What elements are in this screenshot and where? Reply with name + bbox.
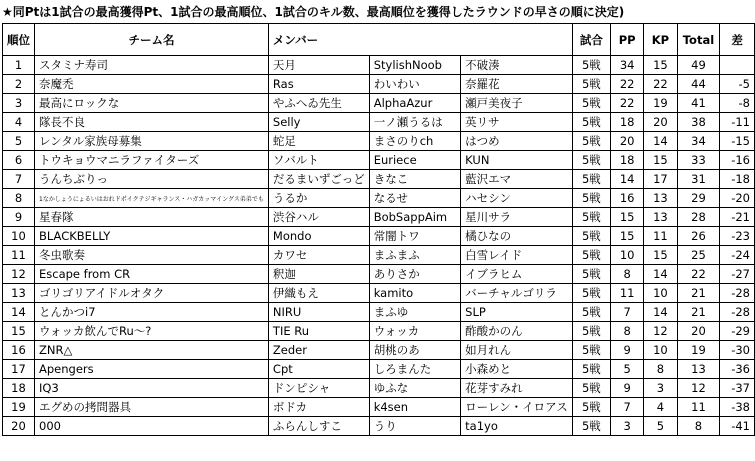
total-cell: 20: [677, 322, 720, 341]
table-row: [3, 417, 755, 436]
member-2-cell: しろまんた: [369, 360, 460, 379]
kp-cell: 20: [644, 113, 677, 132]
member-3-cell: 英リサ: [461, 113, 573, 132]
member-3-cell: 奈羅花: [461, 75, 573, 94]
member-3-cell: 不破湊: [461, 56, 573, 75]
total-cell: 28: [677, 208, 720, 227]
total-cell: 31: [677, 170, 720, 189]
pp-cell: 34: [611, 56, 644, 75]
team-name-cell: BLACKBELLY: [35, 227, 269, 246]
pp-cell: 5: [611, 360, 644, 379]
member-1-cell: 天月: [268, 56, 369, 75]
ranking-body: [3, 56, 755, 436]
diff-cell: -8: [720, 94, 755, 113]
total-cell: 49: [677, 56, 720, 75]
diff-cell: -24: [720, 246, 755, 265]
kp-cell: 12: [644, 322, 677, 341]
member-1-cell: Selly: [268, 113, 369, 132]
member-2-cell: うり: [369, 417, 460, 436]
member-2-cell: まさのりch: [369, 132, 460, 151]
diff-cell: -36: [720, 360, 755, 379]
member-3-cell: 花芽すみれ: [461, 379, 573, 398]
total-cell: 26: [677, 227, 720, 246]
kp-cell: 8: [644, 360, 677, 379]
member-3-cell: ハセシン: [461, 189, 573, 208]
rank-cell: 19: [3, 398, 35, 417]
kp-cell: 14: [644, 303, 677, 322]
matches-cell: 5戦: [572, 75, 610, 94]
rank-cell: 8: [3, 189, 35, 208]
pp-cell: 18: [611, 151, 644, 170]
header-rank: 順位: [3, 24, 35, 56]
pp-cell: 20: [611, 132, 644, 151]
rank-cell: 17: [3, 360, 35, 379]
diff-cell: -30: [720, 341, 755, 360]
member-3-cell: 如月れん: [461, 341, 573, 360]
kp-cell: 15: [644, 56, 677, 75]
pp-cell: 14: [611, 170, 644, 189]
member-3-cell: 小森めと: [461, 360, 573, 379]
matches-cell: 5戦: [572, 94, 610, 113]
pp-cell: 22: [611, 75, 644, 94]
total-cell: 44: [677, 75, 720, 94]
member-3-cell: SLP: [461, 303, 573, 322]
team-name-cell: とんかつi7: [35, 303, 269, 322]
diff-cell: -37: [720, 379, 755, 398]
member-3-cell: 白雪レイド: [461, 246, 573, 265]
member-3-cell: バーチャルゴリラ: [461, 284, 573, 303]
table-row: [3, 303, 755, 322]
table-row: [3, 227, 755, 246]
team-name-cell: 奈魔禿: [35, 75, 269, 94]
diff-cell: -23: [720, 227, 755, 246]
kp-cell: 13: [644, 208, 677, 227]
diff-cell: -27: [720, 265, 755, 284]
member-2-cell: まふゆ: [369, 303, 460, 322]
kp-cell: 14: [644, 132, 677, 151]
team-name-cell: Apengers: [35, 360, 269, 379]
table-row: [3, 94, 755, 113]
pp-cell: 9: [611, 341, 644, 360]
table-row: [3, 132, 755, 151]
member-1-cell: Ras: [268, 75, 369, 94]
pp-cell: 15: [611, 208, 644, 227]
total-cell: 34: [677, 132, 720, 151]
rank-cell: 2: [3, 75, 35, 94]
member-3-cell: はつめ: [461, 132, 573, 151]
team-name-cell: 1なかしょうにょるいはおれドポイクテジギャランス・ハガカッマイングス弟弟でも: [35, 189, 269, 208]
team-name-cell: 冬虫歌奏: [35, 246, 269, 265]
kp-cell: 13: [644, 189, 677, 208]
member-1-cell: カワセ: [268, 246, 369, 265]
member-1-cell: NIRU: [268, 303, 369, 322]
diff-cell: -28: [720, 303, 755, 322]
member-1-cell: やふへゐ先生: [268, 94, 369, 113]
matches-cell: 5戦: [572, 56, 610, 75]
member-2-cell: 一ノ瀬うるは: [369, 113, 460, 132]
member-1-cell: ふらんしすこ: [268, 417, 369, 436]
team-name-cell: 隊長不良: [35, 113, 269, 132]
kp-cell: 10: [644, 284, 677, 303]
diff-cell: -28: [720, 284, 755, 303]
member-1-cell: ソバルト: [268, 151, 369, 170]
kp-cell: 22: [644, 75, 677, 94]
team-name-cell: IQ3: [35, 379, 269, 398]
kp-cell: 19: [644, 94, 677, 113]
member-3-cell: ta1yo: [461, 417, 573, 436]
kp-cell: 11: [644, 227, 677, 246]
matches-cell: 5戦: [572, 398, 610, 417]
table-row: [3, 170, 755, 189]
matches-cell: 5戦: [572, 265, 610, 284]
pp-cell: 8: [611, 265, 644, 284]
pp-cell: 11: [611, 284, 644, 303]
member-2-cell: k4sen: [369, 398, 460, 417]
member-3-cell: KUN: [461, 151, 573, 170]
team-name-cell: エグめの拷問器具: [35, 398, 269, 417]
total-cell: 41: [677, 94, 720, 113]
rank-cell: 1: [3, 56, 35, 75]
member-3-cell: 瀬戸美夜子: [461, 94, 573, 113]
member-2-cell: きなこ: [369, 170, 460, 189]
header-team: チーム名: [35, 24, 269, 56]
member-1-cell: Zeder: [268, 341, 369, 360]
total-cell: 21: [677, 303, 720, 322]
member-2-cell: 常闇トワ: [369, 227, 460, 246]
table-row: [3, 113, 755, 132]
member-2-cell: わいわい: [369, 75, 460, 94]
rank-cell: 16: [3, 341, 35, 360]
diff-cell: [720, 56, 755, 75]
matches-cell: 5戦: [572, 379, 610, 398]
member-3-cell: 橘ひなの: [461, 227, 573, 246]
table-row: [3, 398, 755, 417]
pp-cell: 9: [611, 379, 644, 398]
rank-cell: 6: [3, 151, 35, 170]
member-1-cell: 伊織もえ: [268, 284, 369, 303]
member-1-cell: 渋谷ハル: [268, 208, 369, 227]
pp-cell: 15: [611, 227, 644, 246]
team-name-cell: Escape from CR: [35, 265, 269, 284]
total-cell: 29: [677, 189, 720, 208]
diff-cell: -29: [720, 322, 755, 341]
pp-cell: 18: [611, 113, 644, 132]
pp-cell: 8: [611, 322, 644, 341]
kp-cell: 14: [644, 265, 677, 284]
header-diff: 差: [720, 24, 755, 56]
member-2-cell: AlphaAzur: [369, 94, 460, 113]
pp-cell: 3: [611, 417, 644, 436]
kp-cell: 3: [644, 379, 677, 398]
member-2-cell: ゆふな: [369, 379, 460, 398]
matches-cell: 5戦: [572, 113, 610, 132]
header-matches: 試合: [572, 24, 610, 56]
total-cell: 13: [677, 360, 720, 379]
team-name-cell: うんちぶりっ: [35, 170, 269, 189]
member-2-cell: StylishNoob: [369, 56, 460, 75]
pp-cell: 7: [611, 303, 644, 322]
table-row: [3, 341, 755, 360]
member-3-cell: 藍沢エマ: [461, 170, 573, 189]
pp-cell: 10: [611, 246, 644, 265]
pp-cell: 22: [611, 94, 644, 113]
header-pp: PP: [611, 24, 644, 56]
member-3-cell: 酢酸かのん: [461, 322, 573, 341]
diff-cell: -20: [720, 189, 755, 208]
table-row: [3, 75, 755, 94]
total-cell: 19: [677, 341, 720, 360]
diff-cell: -16: [720, 151, 755, 170]
matches-cell: 5戦: [572, 170, 610, 189]
rank-cell: 14: [3, 303, 35, 322]
diff-cell: -21: [720, 208, 755, 227]
table-row: [3, 246, 755, 265]
member-3-cell: 星川サラ: [461, 208, 573, 227]
table-row: [3, 208, 755, 227]
rank-cell: 5: [3, 132, 35, 151]
tiebreak-note: ★同Ptは1試合の最高獲得Pt、1試合の最高順位、1試合のキル数、最高順位を獲得したラウンドの早さの順に決定): [2, 5, 625, 19]
table-row: [3, 284, 755, 303]
table-row: [3, 322, 755, 341]
rank-cell: 4: [3, 113, 35, 132]
matches-cell: 5戦: [572, 341, 610, 360]
total-cell: 11: [677, 398, 720, 417]
team-name-cell: ZNR△: [35, 341, 269, 360]
kp-cell: 5: [644, 417, 677, 436]
diff-cell: -41: [720, 417, 755, 436]
team-name-cell: ゴリゴリアイドルオタク: [35, 284, 269, 303]
rank-cell: 18: [3, 379, 35, 398]
rank-cell: 10: [3, 227, 35, 246]
member-1-cell: うるか: [268, 189, 369, 208]
member-3-cell: ローレン・イロアス: [461, 398, 573, 417]
diff-cell: -18: [720, 170, 755, 189]
diff-cell: -38: [720, 398, 755, 417]
matches-cell: 5戦: [572, 246, 610, 265]
member-2-cell: ウォッカ: [369, 322, 460, 341]
rank-cell: 9: [3, 208, 35, 227]
team-name-cell: 最高にロックな: [35, 94, 269, 113]
rank-cell: 15: [3, 322, 35, 341]
team-name-cell: スタミナ寿司: [35, 56, 269, 75]
member-2-cell: ありさか: [369, 265, 460, 284]
member-3-cell: イブラヒム: [461, 265, 573, 284]
kp-cell: 15: [644, 246, 677, 265]
member-2-cell: まふまふ: [369, 246, 460, 265]
table-row: [3, 265, 755, 284]
member-2-cell: kamito: [369, 284, 460, 303]
table-row: [3, 151, 755, 170]
kp-cell: 10: [644, 341, 677, 360]
matches-cell: 5戦: [572, 227, 610, 246]
matches-cell: 5戦: [572, 322, 610, 341]
member-2-cell: なるせ: [369, 189, 460, 208]
kp-cell: 4: [644, 398, 677, 417]
kp-cell: 17: [644, 170, 677, 189]
kp-cell: 15: [644, 151, 677, 170]
matches-cell: 5戦: [572, 303, 610, 322]
member-1-cell: 釈迦: [268, 265, 369, 284]
header-row: [3, 24, 755, 56]
team-name-cell: トウキョウマニラファイターズ: [35, 151, 269, 170]
team-name-cell: レンタル家族母募集: [35, 132, 269, 151]
rank-cell: 13: [3, 284, 35, 303]
member-1-cell: ドンピシャ: [268, 379, 369, 398]
header-total: Total: [677, 24, 720, 56]
table-row: [3, 56, 755, 75]
total-cell: 38: [677, 113, 720, 132]
team-name-cell: 星春隊: [35, 208, 269, 227]
pp-cell: 7: [611, 398, 644, 417]
header-members: メンバー: [268, 24, 572, 56]
table-row: [3, 379, 755, 398]
matches-cell: 5戦: [572, 284, 610, 303]
total-cell: 12: [677, 379, 720, 398]
diff-cell: -15: [720, 132, 755, 151]
team-name-cell: ウォッカ飲んでRu～?: [35, 322, 269, 341]
total-cell: 33: [677, 151, 720, 170]
total-cell: 22: [677, 265, 720, 284]
ranking-table: [2, 23, 755, 436]
member-1-cell: ボドカ: [268, 398, 369, 417]
pp-cell: 16: [611, 189, 644, 208]
total-cell: 21: [677, 284, 720, 303]
total-cell: 25: [677, 246, 720, 265]
matches-cell: 5戦: [572, 151, 610, 170]
matches-cell: 5戦: [572, 208, 610, 227]
team-name-cell: 000: [35, 417, 269, 436]
member-2-cell: 胡桃のあ: [369, 341, 460, 360]
matches-cell: 5戦: [572, 360, 610, 379]
member-1-cell: Cpt: [268, 360, 369, 379]
member-2-cell: Euriece: [369, 151, 460, 170]
matches-cell: 5戦: [572, 417, 610, 436]
table-row: [3, 360, 755, 379]
diff-cell: -5: [720, 75, 755, 94]
diff-cell: -11: [720, 113, 755, 132]
matches-cell: 5戦: [572, 189, 610, 208]
rank-cell: 7: [3, 170, 35, 189]
member-1-cell: Mondo: [268, 227, 369, 246]
rank-cell: 11: [3, 246, 35, 265]
rank-cell: 12: [3, 265, 35, 284]
rank-cell: 20: [3, 417, 35, 436]
member-1-cell: 蛇足: [268, 132, 369, 151]
rank-cell: 3: [3, 94, 35, 113]
member-1-cell: だるまいずごっど: [268, 170, 369, 189]
total-cell: 8: [677, 417, 720, 436]
member-2-cell: BobSappAim: [369, 208, 460, 227]
header-kp: KP: [644, 24, 677, 56]
table-row: [3, 189, 755, 208]
member-1-cell: TIE Ru: [268, 322, 369, 341]
matches-cell: 5戦: [572, 132, 610, 151]
